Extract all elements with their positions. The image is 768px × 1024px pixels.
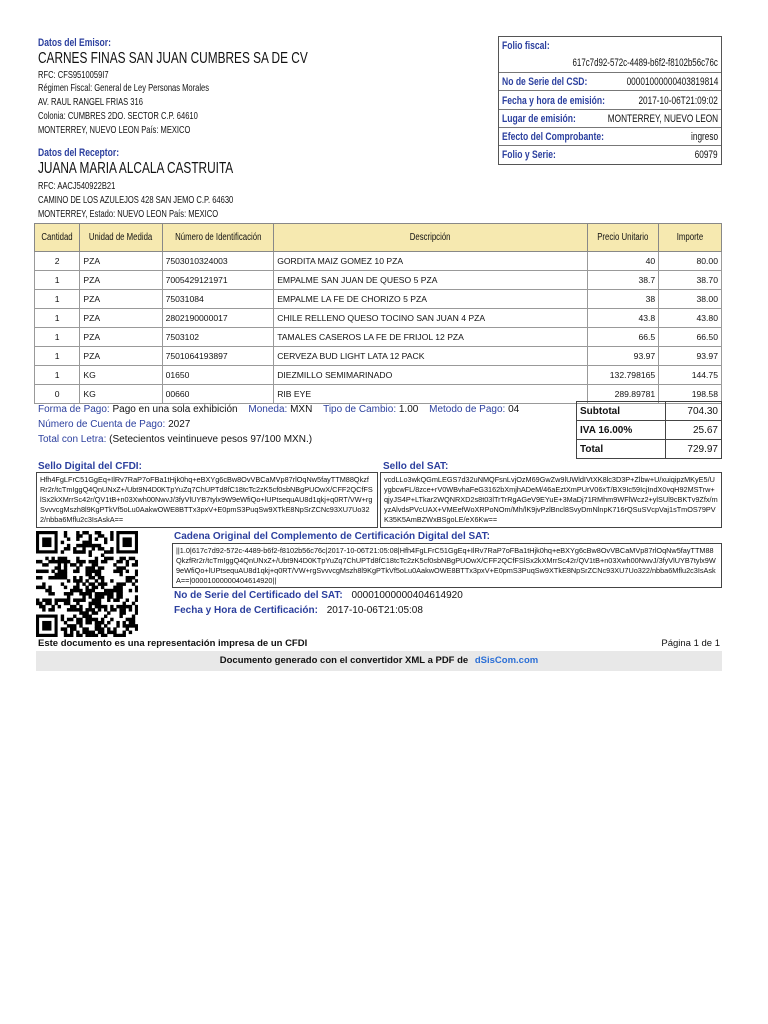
forma-pago-value: Pago en una sola exhibición	[112, 404, 238, 415]
folio-serie-value: 60979	[695, 149, 718, 161]
iva-label: IVA 16.00%	[577, 421, 666, 440]
total-label: Total	[577, 440, 666, 459]
emisor-rfc: RFC: CFS9510059I7	[38, 69, 109, 81]
emisor-name: CARNES FINAS SAN JUAN CUMBRES SA DE CV	[38, 50, 308, 67]
cell-descripcion: DIEZMILLO SEMIMARINADO	[274, 366, 588, 385]
receptor-rfc: RFC: AACJ540922B21	[38, 180, 116, 192]
cell-unidad: PZA	[80, 328, 162, 347]
items-header-row	[35, 224, 722, 252]
emisor-regimen: Régimen Fiscal: General de Ley Personas Morales	[38, 82, 210, 94]
serie-csd-value: 00001000000403819814	[626, 76, 718, 88]
emisor-address-1: AV. RAUL RANGEL FRIAS 316	[38, 96, 143, 108]
cell-cantidad: 1	[35, 347, 80, 366]
folio-serie-label: Folio y Serie:	[502, 149, 556, 161]
serie-csd-row	[499, 73, 721, 91]
efecto-label: Efecto del Comprobante:	[502, 131, 605, 143]
metodo-pago-label: Metodo de Pago:	[429, 404, 506, 415]
folio-fiscal-value: 617c7d92-572c-4489-b6f2-f8102b56c76c	[572, 57, 718, 69]
cell-importe: 66.50	[659, 328, 722, 347]
cadena-original-label: Cadena Original del Complemento de Certificación Digital del SAT:	[174, 531, 490, 542]
fecha-emision-label: Fecha y hora de emisión:	[502, 95, 605, 107]
generated-text: Documento generado con el convertidor XML a PDF de	[219, 655, 469, 666]
tipo-cambio-value: 1.00	[398, 404, 419, 415]
cell-cantidad: 1	[35, 309, 80, 328]
items-body	[35, 252, 722, 404]
cfdi-representation-note: Este documento es una representación impresa de un CFDI	[38, 638, 308, 649]
cell-precio: 43.8	[587, 309, 658, 328]
totals-table	[576, 401, 722, 459]
total-letra-label: Total con Letra:	[38, 434, 107, 445]
cell-unidad: PZA	[80, 252, 162, 271]
cuenta-pago-label: Número de Cuenta de Pago:	[38, 419, 166, 430]
receptor-address-1: CAMINO DE LOS AZULEJOS 428 SAN JEMO C.P. 64630	[38, 194, 234, 206]
cell-cantidad: 1	[35, 290, 80, 309]
cell-unidad: KG	[80, 385, 162, 404]
moneda-label: Moneda:	[248, 404, 288, 415]
cell-importe: 93.97	[659, 347, 722, 366]
footer-bar	[36, 651, 722, 671]
table-row	[35, 347, 722, 366]
metodo-pago-value: 04	[508, 404, 520, 415]
col-header-numero: Número de Identificación	[162, 224, 274, 252]
efecto-value: ingreso	[690, 131, 718, 143]
total-value: 729.97	[665, 440, 721, 459]
folio-fiscal-label: Folio fiscal:	[502, 40, 550, 52]
cell-importe: 38.70	[659, 271, 722, 290]
cell-importe: 198.58	[659, 385, 722, 404]
cell-cantidad: 1	[35, 366, 80, 385]
tipo-cambio-label: Tipo de Cambio:	[323, 404, 397, 415]
cell-numero: 01650	[162, 366, 274, 385]
qr-code-graphic	[36, 531, 138, 637]
pago-line-1	[38, 404, 519, 415]
cell-precio: 66.5	[587, 328, 658, 347]
folio-serie-row	[499, 146, 721, 164]
receptor-name: JUANA MARIA ALCALA CASTRUITA	[38, 160, 234, 177]
cell-numero: 7503010324003	[162, 252, 274, 271]
cell-precio: 132.798165	[587, 366, 658, 385]
subtotal-label: Subtotal	[577, 402, 666, 421]
forma-pago-label: Forma de Pago:	[38, 404, 110, 415]
cell-precio: 93.97	[587, 347, 658, 366]
page-number: Página 1 de 1	[661, 638, 720, 649]
cell-cantidad: 2	[35, 252, 80, 271]
col-header-unidad: Unidad de Medida	[80, 224, 162, 252]
col-header-cantidad: Cantidad	[35, 224, 80, 252]
cell-unidad: PZA	[80, 309, 162, 328]
cell-importe: 43.80	[659, 309, 722, 328]
fecha-cert-label: Fecha y Hora de Certificación:	[174, 605, 318, 616]
col-header-importe: Importe	[659, 224, 722, 252]
cell-importe: 80.00	[659, 252, 722, 271]
cell-precio: 289.89781	[587, 385, 658, 404]
cell-importe: 144.75	[659, 366, 722, 385]
cell-unidad: KG	[80, 366, 162, 385]
folio-box	[498, 36, 722, 165]
cell-numero: 00660	[162, 385, 274, 404]
table-row	[35, 290, 722, 309]
cell-precio: 38	[587, 290, 658, 309]
receptor-label: Datos del Receptor:	[38, 147, 120, 159]
cell-numero: 7503102	[162, 328, 274, 347]
fecha-emision-row	[499, 92, 721, 110]
lugar-emision-label: Lugar de emisión:	[502, 113, 576, 125]
cell-precio: 40	[587, 252, 658, 271]
cell-descripcion: EMPALME LA FE DE CHORIZO 5 PZA	[274, 290, 588, 309]
fecha-cert-value: 2017-10-06T21:05:08	[326, 605, 423, 616]
cell-numero: 7501064193897	[162, 347, 274, 366]
emisor-address-3: MONTERREY, NUEVO LEON País: MEXICO	[38, 124, 191, 136]
cell-descripcion: GORDITA MAIZ GOMEZ 10 PZA	[274, 252, 588, 271]
table-row	[35, 309, 722, 328]
cell-unidad: PZA	[80, 290, 162, 309]
cell-numero: 75031084	[162, 290, 274, 309]
lugar-emision-value: MONTERREY, NUEVO LEON	[607, 113, 718, 125]
col-header-descripcion: Descripción	[274, 224, 588, 252]
fecha-emision-value: 2017-10-06T21:09:02	[638, 95, 718, 107]
cell-cantidad: 1	[35, 328, 80, 347]
sello-sat-box: vcdLLo3wkQGmLEGS7d32uNMQFsnLvjOzM69GwZw9lUWldIVtXK8lc3D3P+Zlbw+U/xuiqipzMKyE5/UygbcwFL/8zce+rV0WBvhaFeG3162bXmjhADeM/46aEztXmPUrV06xT/BX9Ic59IcjIndX0vqH92MSTrw+qjyJS4P+LTkar2WQNRXD2s8t03lTrTrRgAGeV9EYuE+3MaDj71RMhm9WFlWcz2+ylSUl9cBKTv9Zfx/myzAlvdsPVcUAX+VMEefWoXRPoNOm/Mh/lK9jvPzlBncl8SvyDmNlnpK716rQSuSVcpVaj1sTmOS79PVK35K5AmBZWxBSgoLE/eX6Kw==	[380, 472, 722, 528]
cell-descripcion: CERVEZA BUD LIGHT LATA 12 PACK	[274, 347, 588, 366]
sello-cfdi-label: Sello Digital del CFDI:	[38, 461, 142, 472]
table-row	[35, 328, 722, 347]
cuenta-pago-value: 2027	[168, 419, 191, 430]
dsiscom-link[interactable]: dSisCom.com	[474, 655, 539, 666]
folio-fiscal-row	[499, 37, 721, 73]
cell-descripcion: EMPALME SAN JUAN DE QUESO 5 PZA	[274, 271, 588, 290]
cell-cantidad: 0	[35, 385, 80, 404]
table-row	[35, 252, 722, 271]
total-letra-value: (Setecientos veintinueve pesos 97/100 MXN.)	[109, 434, 313, 445]
sello-cfdi-box: Hfh4FgLFrC51GgEq+IlRv7RaP7oFBa1tHjk0hq+eBXYg6cBw8OvVBCaMVp87rlOqNw5fayTTM88QkzfRr2r/tcTmIggQ4QnUNxZ+/Ubt9N4D0KTpYuZq7ChUPTd8fC18tcTc2zK5cf0sbNBgPUOwX/CFF2QCfFSlSx2kXMrrSc42r/QV1tB+n03Xwh00NwvJ/3fyVlUYB7tylx9W9eWfiQo+lUPtsequAU8d1qkj+q0RT/VW+rgSvvvcgMszh8l9KgPTkVf5oLu0AakwOWE8BTTx3pxV+E0pmS3PuqSw9XTkE8NpSrZCNc93XU7Uo322/nbba6Mflu2c3IsAskA==	[36, 472, 378, 528]
fecha-cert-line	[174, 605, 423, 616]
col-header-precio: Precio Unitario	[587, 224, 658, 252]
generated-line	[36, 655, 722, 666]
cell-descripcion: RIB EYE	[274, 385, 588, 404]
items-table	[34, 223, 722, 404]
emisor-label: Datos del Emisor:	[38, 37, 111, 49]
efecto-row	[499, 128, 721, 146]
cert-sat-line	[174, 590, 463, 601]
cadena-original-box: ||1.0|617c7d92-572c-4489-b6f2-f8102b56c76c|2017-10-06T21:05:08|Hfh4FgLFrC51GgEq+IlRv7RaP7oFBa1tHjk0hq+eBXYg6cBw8OvVBCaMVp87rlOqNw5fayTTM88QkzfRr2r/tcTmIggQ4QnUNxZ+/Ubt9N4D0KTpYuZq7ChUPTd8fC18tcTc2zK5cf0sbNBgPUOwX/CFF2QCfFSlSx2kXMrrSc42r/QV1tB+n03Xwh00NwvJ/3fyVlUYB7tylx9W9eWfiQo+lUPtsequAU8d1qkj+q0RT/VW+rgSvvvcgMszh8l9KgPTkVf5oLu0AakwOWE8BTTx3pxV+E0pmS3PuqSw9XTkE8NpSrZCNc93XU7Uo322/nbba6Mflu2c3IsAskA==|00001000000404614920||	[172, 543, 722, 588]
subtotal-value: 704.30	[665, 402, 721, 421]
lugar-emision-row	[499, 110, 721, 128]
cell-unidad: PZA	[80, 271, 162, 290]
cell-importe: 38.00	[659, 290, 722, 309]
cell-unidad: PZA	[80, 347, 162, 366]
subtotal-row	[577, 402, 722, 421]
emisor-address-2: Colonia: CUMBRES 2DO. SECTOR C.P. 64610	[38, 110, 198, 122]
cell-descripcion: TAMALES CASEROS LA FE DE FRIJOL 12 PZA	[274, 328, 588, 347]
receptor-address-2: MONTERREY, Estado: NUEVO LEON País: MEXICO	[38, 208, 219, 220]
sello-sat-label: Sello del SAT:	[383, 461, 449, 472]
serie-csd-label: No de Serie del CSD:	[502, 76, 588, 88]
cert-sat-value: 00001000000404614920	[351, 590, 463, 601]
cell-numero: 2802190000017	[162, 309, 274, 328]
pago-line-3	[38, 434, 312, 445]
cell-descripcion: CHILE RELLENO QUESO TOCINO SAN JUAN 4 PZA	[274, 309, 588, 328]
cell-cantidad: 1	[35, 271, 80, 290]
cert-sat-label: No de Serie del Certificado del SAT:	[174, 590, 343, 601]
iva-row	[577, 421, 722, 440]
cell-numero: 7005429121971	[162, 271, 274, 290]
moneda-value: MXN	[290, 404, 313, 415]
iva-value: 25.67	[665, 421, 721, 440]
qr-code	[36, 531, 138, 637]
cell-precio: 38.7	[587, 271, 658, 290]
pago-line-2	[38, 419, 190, 430]
total-row	[577, 440, 722, 459]
table-row	[35, 271, 722, 290]
table-row	[35, 366, 722, 385]
